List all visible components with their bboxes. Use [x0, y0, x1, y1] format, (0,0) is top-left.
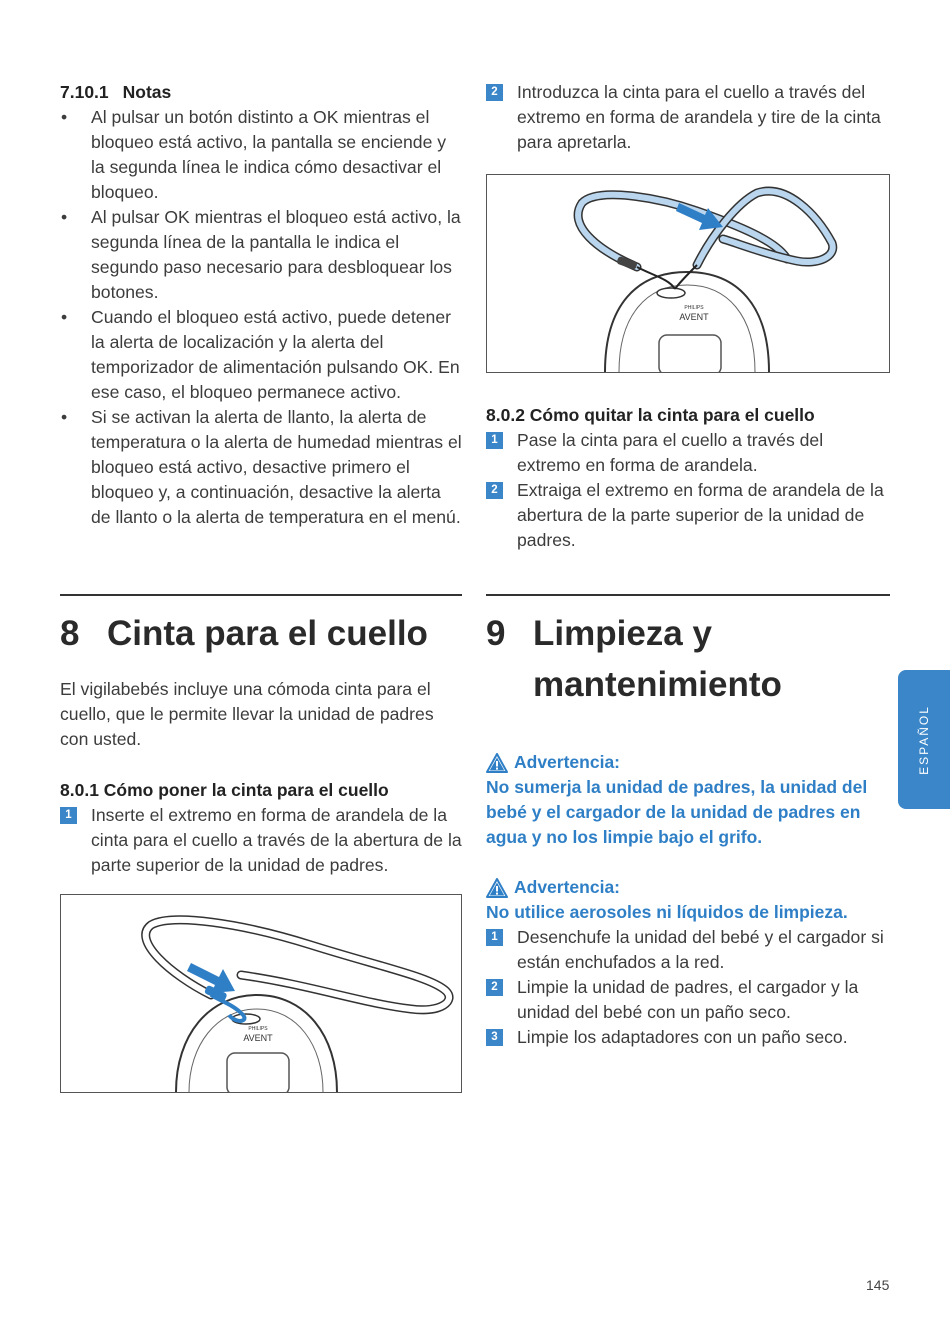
warning-icon	[486, 753, 508, 773]
list-item	[486, 80, 890, 155]
device-brand-bottom: AVENT	[679, 312, 709, 322]
put-on-step-2-list	[486, 80, 890, 155]
chapter-9-title-line1: Limpieza y	[533, 614, 712, 653]
step-text: Introduzca la cinta para el cuello a través del extremo en forma de arandela y tire de la cinta para apretarla.	[517, 82, 881, 152]
list-item	[60, 803, 462, 878]
chapter-9-body	[486, 750, 890, 1050]
put-on-step-2-block	[486, 80, 890, 155]
list-item	[486, 975, 890, 1025]
step-text: Limpie los adaptadores con un paño seco.	[517, 1027, 848, 1047]
device-brand-bottom: AVENT	[243, 1033, 273, 1043]
warning-1-heading	[486, 750, 890, 775]
list-item: • Al pulsar OK mientras el bloqueo está activo, la segunda línea de la pantalla le indica el segundo paso necesario para desbloquear los botones.	[60, 205, 462, 305]
chapter-8-rule	[60, 594, 462, 596]
list-item	[486, 428, 890, 478]
put-on-heading: 8.0.1 Cómo poner la cinta para el cuello	[60, 780, 389, 800]
warning-1-text: No sumerja la unidad de padres, la unidad del bebé y el cargador de la unidad de padres en agua y no los limpie bajo el grifo.	[486, 777, 868, 847]
cleaning-steps	[486, 925, 890, 1050]
warning-2-label: Advertencia:	[514, 877, 621, 897]
chapter-8-title	[60, 608, 428, 659]
device-screen	[227, 1053, 289, 1092]
strap-insert-illustration	[61, 895, 461, 1092]
step-badge: 2	[486, 979, 503, 996]
figure-strap-tighten	[486, 174, 890, 373]
figure-strap-insert	[60, 894, 462, 1093]
device-screen	[659, 335, 721, 372]
chapter-9-number: 9	[486, 614, 506, 653]
list-item	[486, 1025, 890, 1050]
chapter-9-title-line2: mantenimiento	[533, 665, 782, 704]
step-badge: 1	[486, 929, 503, 946]
list-item	[486, 925, 890, 975]
remove-steps	[486, 428, 890, 553]
chapter-9-title	[486, 608, 782, 710]
chapter-9-rule	[486, 594, 890, 596]
step-badge: 2	[486, 482, 503, 499]
chapter-8-title-text: Cinta para el cuello	[107, 614, 428, 653]
list-item: • Si se activan la alerta de llanto, la alerta de temperatura o la alerta de humedad mientras el bloqueo está activo, desactive primero el bloqueo y, a continuación, desactive la alerta de llanto o la alerta de temperatura en el menú.	[60, 405, 462, 530]
step-badge: 1	[486, 432, 503, 449]
language-tab	[898, 670, 950, 809]
list-item: • Cuando el bloqueo está activo, puede detener la alerta de localización y la alerta del temporizador de alimentación pulsando OK. En ese caso, el bloqueo permanece activo.	[60, 305, 462, 405]
step-text: Inserte el extremo en forma de arandela de la cinta para el cuello a través de la abertura de la parte superior de la unidad de padres.	[91, 805, 462, 875]
chapter-8-number: 8	[60, 614, 80, 653]
remove-section	[486, 403, 890, 553]
list-item	[486, 478, 890, 553]
notes-title: Notas	[122, 82, 172, 102]
notes-number: 7.10.1	[60, 82, 109, 102]
chapter-8-intro: El vigilabebés incluye una cómoda cinta para el cuello, que le permite llevar la unidad de padres con usted.	[60, 679, 434, 749]
step-badge: 2	[486, 84, 503, 101]
device-brand-top: PHILIPS	[684, 305, 704, 311]
step-text: Pase la cinta para el cuello a través del extremo en forma de arandela.	[517, 430, 824, 475]
language-tab-label: ESPAÑOL	[917, 704, 931, 775]
step-text: Extraiga el extremo en forma de arandela de la abertura de la parte superior de la unidad de padres.	[517, 480, 884, 550]
step-text: Limpie la unidad de padres, el cargador y la unidad del bebé con un paño seco.	[517, 977, 859, 1022]
step-badge: 3	[486, 1029, 503, 1046]
put-on-steps	[60, 803, 462, 878]
warning-2-text: No utilice aerosoles ni líquidos de limpieza.	[486, 902, 848, 922]
strap-tighten-illustration	[487, 175, 889, 372]
warning-2-heading	[486, 875, 890, 900]
warning-1-label: Advertencia:	[514, 752, 621, 772]
remove-heading: 8.0.2 Cómo quitar la cinta para el cuello	[486, 405, 815, 425]
notes-list	[60, 105, 462, 530]
step-badge: 1	[60, 807, 77, 824]
page-number: 145	[866, 1277, 890, 1293]
notes-section	[60, 80, 462, 530]
chapter-8-body	[60, 677, 462, 878]
device-brand-top: PHILIPS	[248, 1026, 268, 1032]
warning-icon	[486, 878, 508, 898]
list-item: • Al pulsar un botón distinto a OK mientras el bloqueo está activo, la pantalla se enciende y la segunda línea le indica cómo desactivar el bloqueo.	[60, 105, 462, 205]
step-text: Desenchufe la unidad del bebé y el cargador si están enchufados a la red.	[517, 927, 884, 972]
notes-heading	[60, 80, 462, 105]
